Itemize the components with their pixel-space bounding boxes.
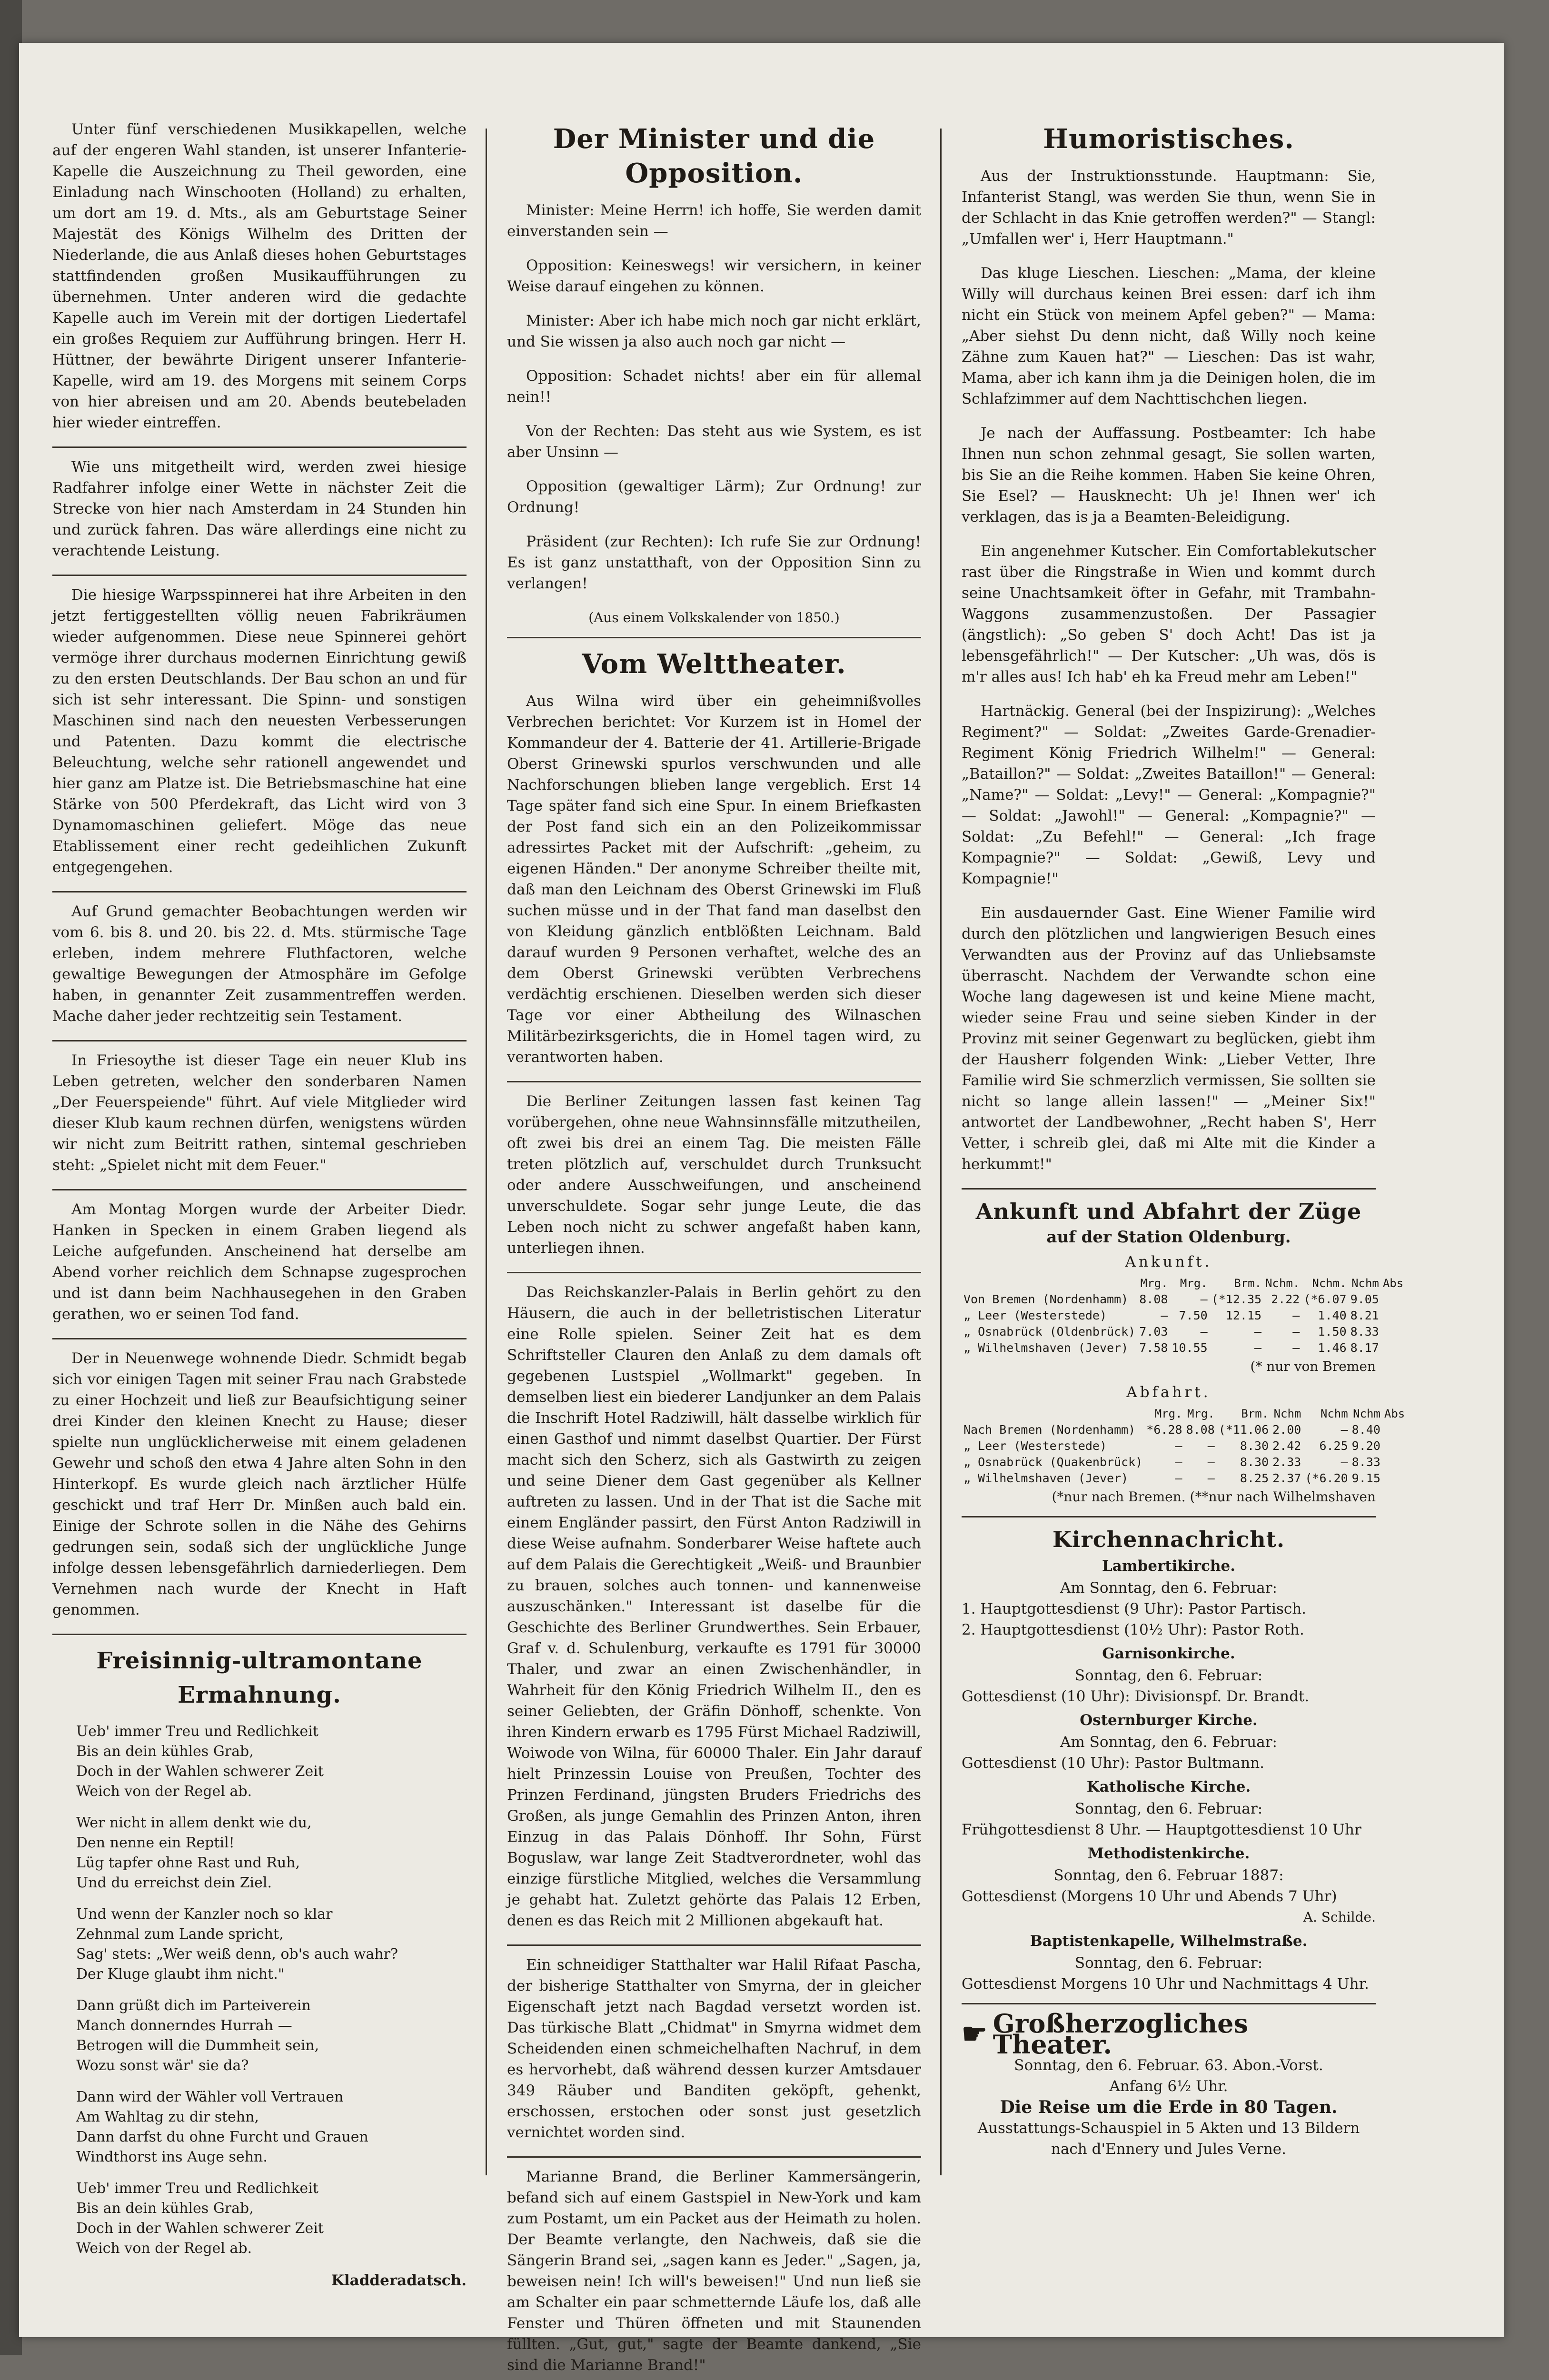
train-time: — — [1292, 1325, 1300, 1339]
poem-stanza — [76, 1813, 467, 1893]
train-column-header: Nchm — [1353, 1407, 1380, 1420]
train-time: 8.08 — [1186, 1423, 1215, 1437]
train-column-header: Mrg. — [1187, 1407, 1215, 1420]
train-time: 1.50 — [1318, 1325, 1347, 1339]
poem-line: Lüg tapfer ohne Rast und Ruh, — [76, 1854, 300, 1871]
train-row — [962, 1422, 1407, 1438]
church-name: Methodistenkirche. — [1087, 1845, 1250, 1862]
joke-hartnaeckig: Hartnäckig. General (bei der Inspizirung): „Welches Regiment?" — Soldat: „Zweites Garde-Grenadier-Regiment König Friedrich Wilhelm!" — General: „Bataillon?" — Soldat: „Zweites Bataillon!" — General: „Name?" — Soldat: „Levy!" — General: „Kompagnie?" — Soldat: „Jawohl!" — General: „Kompagnie?" — Soldat: „Zu Befehl!" — General: „Ich frage Kompagnie?" — Soldat: „Gewiß, Levy und Kompagnie!" — [962, 703, 1376, 887]
departures-table — [962, 1406, 1407, 1487]
theatre-description: Ausstattungs-Schauspiel in 5 Akten und 13 Bildern nach d'Ennery und Jules Verne. — [977, 2120, 1360, 2158]
train-time: 8.30 — [1240, 1455, 1269, 1469]
church-schedule-line: Sonntag, den 6. Februar: — [1074, 1954, 1263, 1972]
train-time: — — [1200, 1325, 1208, 1339]
divider — [507, 1081, 921, 1082]
source-note: (Aus einem Volkskalender von 1850.) — [588, 610, 840, 625]
church-schedule-line: Frühgottesdienst 8 Uhr. — Hauptgottesdienst 10 Uhr — [962, 1821, 1361, 1838]
train-station: „ Osnabrück (Quakenbrück) — [963, 1455, 1143, 1469]
dialogue-line: Präsident (zur Rechten): Ich rufe Sie zur Ordnung! Es ist ganz unstatthaft, von der Opposition Sinn zu verlangen! — [507, 533, 921, 592]
church-name: Katholische Kirche. — [1086, 1778, 1251, 1795]
train-time: — — [1207, 1455, 1215, 1469]
joke-instruktionsstunde: Aus der Instruktionsstunde. Hauptmann: Sie, Infanterist Stangl, was werden Sie thun, wenn Sie in der Schlacht in das Knie getroffen werden?" — Stangl: „Umfallen wer' i, Herr Hauptmann." — [962, 168, 1376, 248]
train-column-header: Abs — [1384, 1407, 1405, 1420]
train-time: 8.08 — [1139, 1292, 1168, 1306]
poem-line: Wer nicht in allem denkt wie du, — [76, 1815, 312, 1831]
train-time: 7.58 — [1139, 1341, 1168, 1355]
divider — [962, 1516, 1376, 1517]
train-time: 2.42 — [1272, 1439, 1301, 1453]
church-name: Garnisonkirche. — [1102, 1645, 1235, 1662]
article-stuermische-tage: Auf Grund gemachter Beobachtungen werden wir vom 6. bis 8. und 20. bis 22. d. Mts. stürmische Tage erleben, indem mehrere Fluthfactoren, welche gewaltige Bewegungen der Atmosphäre im Gefolge haben, in genannter Zeit zusammentreffen werden. Mache daher jeder rechtzeitig sein Testament. — [52, 903, 467, 1025]
train-time: — — [1161, 1309, 1168, 1322]
poem-stanza — [76, 1996, 467, 2076]
train-time: — — [1207, 1471, 1215, 1485]
church-schedule-line: 1. Hauptgottesdienst (9 Uhr): Pastor Partisch. — [962, 1600, 1307, 1617]
train-time: 9.05 — [1350, 1292, 1379, 1306]
divider — [52, 575, 467, 576]
train-time: 7.03 — [1139, 1325, 1168, 1339]
poem-line: Manch donnerndes Hurrah — — [76, 2017, 292, 2034]
train-time: 8.17 — [1350, 1341, 1379, 1355]
dialogue-line: Minister: Meine Herrn! ich hoffe, Sie werden damit einverstanden sein — — [507, 202, 921, 240]
church-schedule-line: Am Sonntag, den 6. Februar: — [1060, 1579, 1277, 1597]
train-column-header: Mrg. — [1154, 1407, 1182, 1420]
article-title-minister: Der Minister und die Opposition. — [553, 123, 875, 189]
train-time: — — [1292, 1341, 1300, 1355]
dialogue-line: Minister: Aber ich habe mich noch gar nicht erklärt, und Sie wissen ja also auch noch gar nicht — — [507, 312, 921, 350]
train-time: — — [1340, 1423, 1348, 1437]
poem-line: Dann darfst du ohne Furcht und Grauen — [76, 2129, 368, 2145]
article-wilna: Aus Wilna wird über ein geheimnißvolles Verbrechen berichtet: Vor Kurzem ist in Homel der Kommandeur der 4. Batterie der 41. Artillerie-Brigade Oberst Grinewski spurlos verschwunden und alle Nachforschungen blieben lange vergeblich. Erst 14 Tage später fand sich eine Spur. In einem Briefkasten der Post fand sich ein an den Polizeikommissar adressirtes Packet mit der Aufschrift: „geheim, zu eigenen Händen." Der anonyme Schreiber theilte mit, daß man den Leichnam des Oberst Grinewski im Fluß suchen müsse und in der That fand man daselbst den von Kleidung gänzlich entblößten Leichnam. Bald darauf wurden 9 Personen verhaftet, welche des an dem Oberst Grinewski verübten Verbrechens verdächtig erschienen. Dieselben werden sich dieser Tage vor einer Abtheilung des Wilnaschen Militärbezirksgerichts, die in Homel tagen wird, zu verantworten haben. — [507, 693, 921, 1066]
poem-line: Doch in der Wahlen schwerer Zeit — [76, 1763, 324, 1780]
article-feuerspeiende-klub: In Friesoythe ist dieser Tage ein neuer Klub ins Leben getreten, welcher den sonderbaren Namen „Der Feuerspeiende" führt. Auf viele Mitglieder wird dieser Klub kaum rechnen dürfen, wenigstens würden wir nicht zum Beitritt rathen, sintemal geschrieben steht: „Spielet nicht mit dem Feuer." — [52, 1052, 467, 1174]
train-time: — — [1292, 1309, 1300, 1322]
train-time: — — [1254, 1341, 1262, 1355]
train-time: — — [1175, 1455, 1182, 1469]
train-station: Von Bremen (Nordenhamm) — [963, 1292, 1129, 1306]
train-time: 2.22 — [1271, 1292, 1300, 1306]
column-rule — [486, 129, 487, 2175]
poem-title: Freisinnig-ultramontane Ermahnung. — [96, 1647, 423, 1708]
poem-line: Ueb' immer Treu und Redlichkeit — [76, 2180, 318, 2197]
divider — [507, 1272, 921, 1273]
church-schedule — [962, 1556, 1376, 1994]
trains-title: Ankunft und Abfahrt der Züge — [975, 1199, 1362, 1224]
dialogue-minister — [507, 200, 921, 594]
pointing-hand-icon: ☛ — [962, 2017, 987, 2051]
church-schedule-line: Am Sonntag, den 6. Februar: — [1060, 1734, 1277, 1751]
dialogue-line: Opposition (gewaltiger Lärm); Zur Ordnung! zur Ordnung! — [507, 478, 921, 516]
train-time: — — [1340, 1455, 1348, 1469]
theatre-title — [962, 2008, 1376, 2060]
poem-line: Dann grüßt dich im Parteiverein — [76, 1997, 311, 2014]
article-marianne-brand: Marianne Brand, die Berliner Kammersängerin, befand sich auf einem Gastspiel in New-York und kam zum Postamt, um ein Packet aus der Heimath zu holen. Der Beamte verlangte, den Nachweis, daß sie die Sängerin Brand sei, „sagen kann es Jeder." „Sagen, ja, beweisen nein! Ich will's beweisen!" Und nun ließ sie am Schalter ein paar schmetternde Läufe los, daß alle Fenster und Thüren öffneten und mit Staunenden füllten. „Gut, gut," sagte der Beamte dankend, „Sie sind die Marianne Brand!" — [507, 2168, 921, 2374]
poem-line: Bis an dein kühles Grab, — [76, 2200, 254, 2217]
poem-line: Windthorst ins Auge sehn. — [76, 2149, 268, 2165]
poem-line: Weich von der Regel ab. — [76, 2240, 252, 2257]
church-name: Baptistenkapelle, Wilhelmstraße. — [1030, 1933, 1308, 1950]
train-time: 1.46 — [1318, 1341, 1347, 1355]
train-row — [962, 1438, 1407, 1454]
divider — [52, 446, 467, 448]
train-column-header: Nchm. — [1312, 1277, 1347, 1290]
poem-line: Den nenne ein Reptil! — [76, 1835, 235, 1851]
joke-ausdauernder-gast: Ein ausdauernder Gast. Eine Wiener Familie wird durch den plötzlichen und langwierigen Besuch eines Verwandten aus der Provinz auf das Unliebsamste überrascht. Nachdem der Verwandte schon eine Woche lang dagewesen ist und keine Miene macht, wieder seine Frau und seine sieben Kinder in der Provinz mit seiner Gegenwart zu beglücken, giebt ihm der Hausherr folgenden Wink: „Lieber Vetter, Ihre Familie wird Sie schmerzlich vermissen, Sie sollten sie nicht so lange allein lassen!" — „Meiner Six!" antwortet der Landbewohner, „Recht haben S', Herr Vetter, i schreib glei, daß mi Alte mit die Kinder a herkummt!" — [962, 904, 1376, 1173]
train-row — [962, 1291, 1405, 1308]
train-column-header: Nchm — [1351, 1277, 1379, 1290]
divider — [52, 891, 467, 892]
train-column-header: Brm. — [1234, 1277, 1262, 1290]
train-time: 2.00 — [1272, 1423, 1301, 1437]
poem-stanza — [76, 2179, 467, 2259]
divider — [507, 2156, 921, 2158]
divider — [52, 1189, 467, 1190]
poem-line: Betrogen will die Dummheit sein, — [76, 2037, 319, 2054]
church-schedule-line: Gottesdienst (10 Uhr): Pastor Bultmann. — [962, 1755, 1265, 1772]
train-time: 2.37 — [1272, 1471, 1301, 1485]
divider — [52, 1338, 467, 1339]
train-time: 8.21 — [1350, 1309, 1379, 1322]
train-time: — — [1175, 1471, 1182, 1485]
church-name: Osternburger Kirche. — [1080, 1712, 1258, 1729]
train-time: 8.30 — [1240, 1439, 1269, 1453]
train-row — [962, 1470, 1407, 1487]
train-row — [962, 1340, 1405, 1356]
dialogue-line: Opposition: Schadet nichts! aber ein für allemal nein!! — [507, 367, 921, 406]
church-schedule-line: Sonntag, den 6. Februar: — [1074, 1667, 1263, 1684]
train-station: „ Wilhelmshaven (Jever) — [963, 1341, 1129, 1355]
poem-line: Sag' stets: „Wer weiß denn, ob's auch wahr? — [76, 1946, 398, 1963]
dialogue-line: Opposition: Keineswegs! wir versichern, in keiner Weise darauf eingehen zu können. — [507, 257, 921, 295]
train-time: (*6.20 — [1305, 1471, 1348, 1485]
poem-line: Doch in der Wahlen schwerer Zeit — [76, 2220, 324, 2237]
train-time: 10.55 — [1172, 1341, 1208, 1355]
train-station: „ Wilhelmshaven (Jever) — [963, 1471, 1129, 1485]
train-time: 6.25 — [1319, 1439, 1348, 1453]
column-left — [52, 119, 467, 2291]
train-time: 9.15 — [1351, 1471, 1380, 1485]
article-wahnsinnsfaelle: Die Berliner Zeitungen lassen fast keinen Tag vorübergehen, ohne neue Wahnsinnsfälle mitzutheilen, oft zwei bis drei an einem Tag. Die meisten Fälle treten plötzlich auf, verschuldet durch Trunksucht oder andere Ausschweifungen, und anscheinend unverschuldete. Sogar sehr junge Leute, die das Leben noch nicht zu schwer angefaßt haben kann, unterliegen ihnen. — [507, 1093, 921, 1257]
article-title-welttheater: Vom Welttheater. — [582, 648, 846, 680]
column-right — [962, 119, 1405, 2160]
train-time: — — [1254, 1325, 1262, 1339]
train-time: 9.20 — [1351, 1439, 1380, 1453]
theatre-title-text: Großherzogliches Theater. — [993, 2008, 1248, 2060]
poem-line: Ueb' immer Treu und Redlichkeit — [76, 1723, 318, 1740]
train-row — [962, 1454, 1407, 1470]
divider — [962, 2003, 1376, 2004]
train-station: „ Osnabrück (Oldenbrück) — [963, 1325, 1136, 1339]
train-column-header: Abs — [1382, 1277, 1404, 1290]
train-station: „ Leer (Westerstede) — [963, 1439, 1107, 1453]
train-time: 8.40 — [1351, 1423, 1380, 1437]
theatre-date: Sonntag, den 6. Februar. 63. Abon.-Vorst. — [1014, 2057, 1323, 2074]
train-time: (*6.07 — [1303, 1292, 1347, 1306]
train-station: Nach Bremen (Nordenhamm) — [963, 1423, 1136, 1437]
train-column-header: Mrg. — [1180, 1277, 1208, 1290]
divider — [52, 1634, 467, 1635]
train-time: *6.28 — [1146, 1423, 1182, 1437]
poem-line: Und wenn der Kanzler noch so klar — [76, 1906, 333, 1923]
column-middle — [507, 119, 921, 2380]
joke-auffassung: Je nach der Auffassung. Postbeamter: Ich habe Ihnen nun schon zehnmal gesagt, Sie sollen warten, bis Sie an die Reihe kommen. Haben Sie keine Ohren, Sie Esel? — Hausknecht: Uh je! Ihnen wer' ich verklagen, das is ja a Beamten-Beleidigung. — [962, 425, 1376, 526]
departures-label: Abfahrt. — [1126, 1384, 1211, 1401]
church-schedule-line: Gottesdienst Morgens 10 Uhr und Nachmittags 4 Uhr. — [962, 1975, 1369, 1993]
poem-line: Der Kluge glaubt ihm nicht." — [76, 1966, 285, 1983]
church-schedule-line: 2. Hauptgottesdienst (10½ Uhr): Pastor Roth. — [962, 1621, 1304, 1638]
arrivals-table — [962, 1275, 1405, 1356]
theatre-start: Anfang 6½ Uhr. — [1109, 2078, 1228, 2095]
poem-stanza — [76, 1904, 467, 1984]
train-time: 8.25 — [1240, 1471, 1269, 1485]
poem-stanza — [76, 2087, 467, 2167]
poem-line: Am Wahltag zu dir stehn, — [76, 2109, 259, 2125]
train-column-header: Nchm — [1320, 1407, 1348, 1420]
article-infanterie-kapelle: Unter fünf verschiedenen Musikkapellen, welche auf der engeren Wahl standen, ist unserer Infanterie-Kapelle die Auszeichnung zu Theil geworden, eine Einladung nach Winschooten (Holland) zu erhalten, um dort am 19. d. Mts., als am Geburtstage Seiner Majestät des Königs Wilhelm des Dritten der Niederlande, die aus Anlaß dieses hohen Geburtstages stattfindenden großen Musikaufführungen zu übernehmen. Unter anderen wird die gedachte Kapelle auch im Verein mit der dortigen Liedertafel ein großes Requiem zur Aufführung bringen. Herr H. Hüttner, der bewährte Dirigent unserer Infanterie-Kapelle, wird am 19. des Morgens mit seinem Corps von hier abreisen und am 20. Abends beutebeladen hier wieder eintreffen. — [52, 121, 467, 431]
theatre-play: Die Reise um die Erde in 80 Tagen. — [1000, 2097, 1338, 2117]
church-name: Lambertikirche. — [1102, 1557, 1236, 1575]
poem-stanza — [76, 1722, 467, 1802]
poem-signature: Kladderadatsch. — [331, 2272, 467, 2289]
church-schedule-line: A. Schilde. — [1303, 1909, 1376, 1925]
article-leiche: Am Montag Morgen wurde der Arbeiter Diedr. Hanken in Specken in einem Graben liegend als Leiche aufgefunden. Anscheinend hat derselbe am Abend vorher reichlich dem Schnapse zugesprochen und ist dann beim Nachhausegehen in den Graben gerathen, wo er seinen Tod fand. — [52, 1201, 467, 1323]
divider — [507, 637, 921, 638]
arrivals-label: Ankunft. — [1125, 1253, 1212, 1270]
train-station: „ Leer (Westerstede) — [963, 1309, 1107, 1322]
article-gewehr-unfall: Der in Neuenwege wohnende Diedr. Schmidt begab sich vor einigen Tagen mit seiner Frau nach Grabstede zu einer Hochzeit und ließ zur Beaufsichtigung seiner drei Kinder den kleinen Knecht zu Hause; dieser spielte nun unglücklicherweise mit einem geladenen Gewehr und schoß den etwa 4 Jahre alten Sohn in den Hinterkopf. Es wurde gleich nach ärztlicher Hülfe geschickt und traf Herr Dr. Minßen auch bald ein. Einige der Schrote sollen in die Nähe des Gehirns gedrungen sein, sodaß sich der unglückliche Junge infolge dessen lebensgefährlich darniederliegen. Dem Vernehmen nach wurde der Knecht in Haft genommen. — [52, 1350, 467, 1618]
train-time: 7.50 — [1179, 1309, 1208, 1322]
section-title-humoristisches: Humoristisches. — [1043, 123, 1294, 155]
arrivals-footnote: (* nur von Bremen — [1250, 1359, 1376, 1374]
train-row — [962, 1324, 1405, 1340]
article-warpsspinnerei: Die hiesige Warpsspinnerei hat ihre Arbeiten in den jetzt fertiggestellten völlig neuen Fabrikräumen wieder aufgenommen. Diese neue Spinnerei gehört vermöge ihrer durchaus modernen Einrichtung gewiß zu den ersten Deutschlands. Der Bau schon an und für sich ist sehr interessant. Die Spinn- und sonstigen Maschinen sind nach den neuesten Verbesserungen und Patenten. Dazu kommt die electrische Beleuchtung, welche sehr rationell angewendet und hier ganz am Platze ist. Die Betriebsmaschine hat eine Stärke von 500 Pferdekraft, das Licht wird von 3 Dynamomaschinen geliefert. Möge das neue Etablissement einer recht gedeihlichen Zukunft entgegengehen. — [52, 586, 467, 876]
church-schedule-line: Gottesdienst (Morgens 10 Uhr und Abends 7 Uhr) — [962, 1888, 1337, 1905]
train-column-header: Brm. — [1241, 1407, 1269, 1420]
poem-line: Wozu sonst wär' sie da? — [76, 2057, 249, 2074]
joke-kutscher: Ein angenehmer Kutscher. Ein Comfortablekutscher rast über die Ringstraße in Wien und kommt durch seine Unachtsamkeit öfter in Gefahr, mit Trambahn-Waggons zusammenzustoßen. Der Passagier (ängstlich): „So geben S' doch Acht! Das ist ja lebensgefährlich!" — Der Kutscher: „Uh was, dös is m'r alles aus! Ich hab' eh ka Freud mehr am Leben!" — [962, 543, 1376, 685]
train-time: 8.33 — [1350, 1325, 1379, 1339]
divider — [962, 1188, 1376, 1190]
article-radfahrer: Wie uns mitgetheilt wird, werden zwei hiesige Radfahrer infolge einer Wette in nächster Zeit die Strecke von hier nach Amsterdam in 24 Stunden hin und zurück fahren. Das wäre allerdings eine nicht zu verachtende Leistung. — [52, 458, 467, 559]
article-statthalter: Ein schneidiger Statthalter war Halil Rifaat Pascha, der bisherige Statthalter von Smyrna, der in gleicher Eigenschaft jetzt nach Bagdad versetzt worden ist. Das türkische Blatt „Chidmat" in Smyrna widmet dem Scheidenden einen schmeichelhaften Nachruf, in dem es hervorhebt, daß während dessen kurzer Amtsdauer 349 Räuber und Banditen geköpft, gehenkt, erschossen, erstochen oder sonst just gesetzlich vernichtet worden sind. — [507, 1956, 921, 2141]
poem-line: Und du erreichst dein Ziel. — [76, 1874, 272, 1891]
dialogue-line: Von der Rechten: Das steht aus wie System, es ist aber Unsinn — — [507, 423, 921, 461]
train-time: — — [1200, 1292, 1208, 1306]
poem-line: Bis an dein kühles Grab, — [76, 1743, 254, 1760]
train-time: — — [1175, 1439, 1182, 1453]
train-column-header: Nchm — [1273, 1407, 1301, 1420]
article-reichskanzler-palais: Das Reichskanzler-Palais in Berlin gehört zu den Häusern, die auch in der belletristischen Literatur eine Rolle spielen. Seiner Zeit hat es dem Schriftsteller Clauren den Anlaß zu dem damals oft gegebenen Lustspiel „Wollmarkt" gegeben. In demselben liest ein biederer Landjunker an dem Palais die Inschrift Hotel Radziwill, hält dasselbe wirklich für einen Gasthof und nimmt daselbst Quartier. Der Fürst macht sich den Scherz, sich als Gastwirth zu zeigen und seine Diener dem Gast gegenüber als Kellner auftreten zu lassen. Und in der That ist die Sache mit einem Engländer passirt, den Fürst Anton Radziwill in diese Weise aufnahm. Sonderbarer Weise haftete auch auf dem Palais die Gerechtigkeit „Weiß- und Braunbier zu brauen, solches auch tonnen- und kannenweise auszuschänken." Interessant ist daselbe für die Geschichte des Berliner Grundwerthes. Sein Erbauer, Graf v. d. Schulenburg, verkaufte es 1791 für 30000 Thaler, und zwar an einen Zwischenhändler, in Wahrheit für den König Friedrich Wilhelm II., den es seiner Geliebten, der Gräfin Dönhoff, schenkte. Von ihren Kindern erwarb es 1795 Fürst Michael Radziwill, Woiwode von Wilna, für 60000 Thaler. Ein Jahr darauf hielt Prinzessin Louise von Preußen, Tochter des Prinzen Ferdinand, jüngsten Bruders Friedrichs des Großen, als junge Gemahlin des Prinzen Anton, ihren Einzug in das Palais Dönhoff. Ihr Sohn, Fürst Boguslaw, war lange Zeit Stadtverordneter, wohl das einzige fürstliche Mitglied, welches die Versammlung je gehabt hat. Zuletzt gehörte das Palais 12 Erben, denen es das Reich mit 2 Millionen abgekauft hat. — [507, 1284, 921, 1929]
departures-footnote: (*nur nach Bremen. (**nur nach Wilhelmshaven — [1052, 1489, 1376, 1505]
trains-subtitle: auf der Station Oldenburg. — [1046, 1228, 1291, 1247]
joke-kluge-lieschen: Das kluge Lieschen. Lieschen: „Mama, der kleine Willy will durchaus keinen Brei essen: darf ich ihm nicht ein Stück von meinem Apfel geben?" — Mama: „Aber siehst Du denn nicht, daß Willy noch keine Zähne zum Kauen hat?" — Lieschen: Das ist wahr, Mama, aber ich kann ihm ja die Deinigen holen, die im Schlafzimmer auf dem Nachttischchen liegen. — [962, 265, 1376, 407]
train-time: 2.33 — [1272, 1455, 1301, 1469]
poem-line: Zehnmal zum Lande spricht, — [76, 1926, 284, 1943]
train-time: 8.33 — [1351, 1455, 1380, 1469]
church-schedule-line: Sonntag, den 6. Februar: — [1074, 1800, 1263, 1817]
poem-line: Dann wird der Wähler voll Vertrauen — [76, 2089, 344, 2105]
poem-body — [76, 1722, 467, 2259]
train-time: — — [1207, 1439, 1215, 1453]
church-schedule-line: Sonntag, den 6. Februar 1887: — [1053, 1867, 1284, 1884]
train-column-header: Nchm. — [1265, 1277, 1300, 1290]
train-time: (*11.06 — [1218, 1423, 1269, 1437]
divider — [507, 1944, 921, 1946]
train-time: (*12.35 — [1211, 1292, 1262, 1306]
train-row — [962, 1308, 1405, 1324]
train-time: 1.40 — [1318, 1309, 1347, 1322]
column-rule — [940, 129, 942, 2175]
divider — [52, 1040, 467, 1041]
newspaper-page — [19, 43, 1504, 2374]
church-schedule-line: Gottesdienst (10 Uhr): Divisionspf. Dr. Brandt. — [962, 1688, 1310, 1705]
train-column-header: Mrg. — [1140, 1277, 1168, 1290]
church-title: Kirchennachricht. — [1053, 1527, 1285, 1552]
train-time: 12.15 — [1225, 1309, 1262, 1322]
poem-line: Weich von der Regel ab. — [76, 1783, 252, 1800]
